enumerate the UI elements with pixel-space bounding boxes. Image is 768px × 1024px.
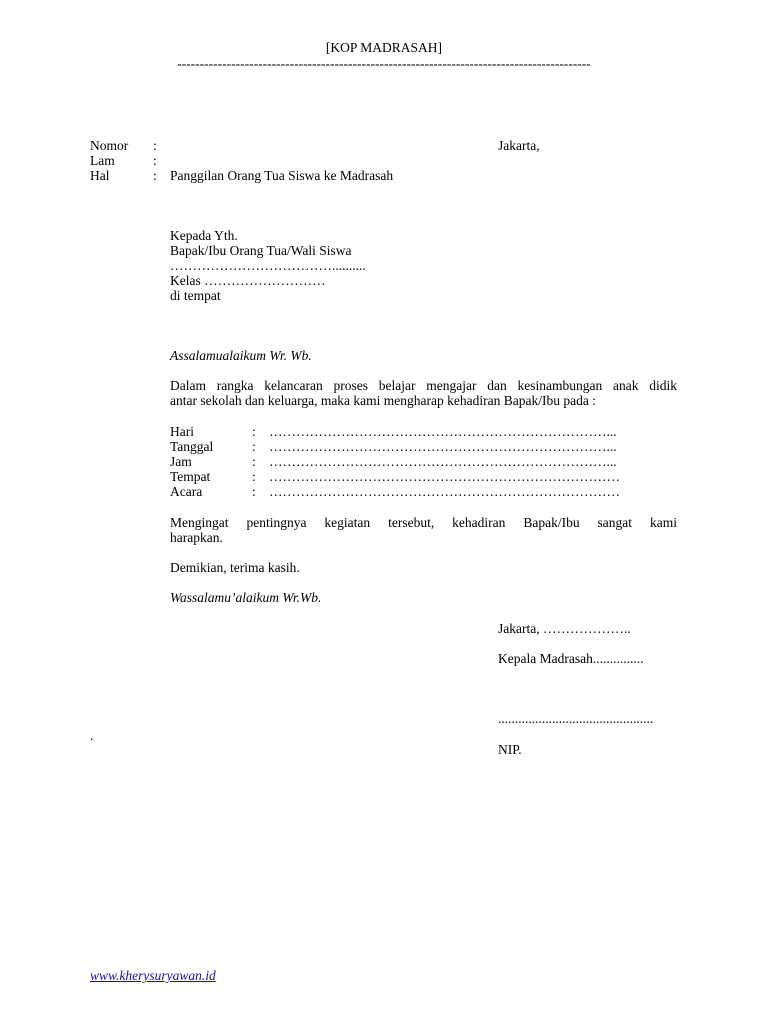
hal-label: Hal [90,168,110,183]
schedule-label: Jam [170,454,192,469]
lam-label: Lam [90,153,115,168]
recipient-line-2: Bapak/Ibu Orang Tua/Wali Siswa [170,243,352,258]
paragraph-2-line-1: Mengingat pentingnya kegiatan tersebut, kehadiran Bapak/Ibu sangat kami [170,515,677,530]
letter-place-date: Jakarta, [498,138,540,153]
schedule-colon: : [252,439,256,454]
schedule-colon: : [252,484,256,499]
letterhead-divider: -------------------------------------------------------------------------------------------- [177,56,591,71]
greeting: Assalamualaikum Wr. Wb. [170,348,312,363]
signature-nip: NIP. [498,742,522,757]
closing-text: Demikian, terima kasih. [170,560,300,575]
schedule-colon: : [252,454,256,469]
paragraph-1-line-2: antar sekolah dan keluarga, maka kami mengharap kehadiran Bapak/Ibu pada : [170,393,596,408]
farewell: Wassalamu’alaikum Wr.Wb. [170,590,322,605]
recipient-name-blank: ……………………………….......... [170,258,366,273]
schedule-colon: : [252,469,256,484]
stray-dot: . [90,728,94,743]
paragraph-1-line-1: Dalam rangka kelancaran proses belajar mengajar dan kesinambungan anak didik [170,378,677,393]
schedule-value: …………………………………………………………………... [269,454,617,469]
schedule-label: Acara [170,484,203,499]
hal-colon: : [153,168,157,183]
letterhead-title: [KOP MADRASAH] [325,40,443,55]
schedule-label: Tanggal [170,439,214,454]
signature-name-line: .............................................. [498,711,654,726]
recipient-location: di tempat [170,288,221,303]
schedule-value: …………………………………………………………………... [269,439,617,454]
lam-colon: : [153,153,157,168]
signature-place-date: Jakarta, ……………….. [498,621,631,636]
nomor-colon: : [153,138,157,153]
nomor-label: Nomor [90,138,129,153]
schedule-value: …………………………………………………………………… [269,484,620,499]
schedule-value: …………………………………………………………………... [269,424,617,439]
signature-position: Kepala Madrasah............... [498,651,644,666]
footer-website-link[interactable]: www.kherysuryawan.id [90,968,216,983]
recipient-line-1: Kepada Yth. [170,228,238,243]
schedule-value: …………………………………………………………………… [269,469,620,484]
paragraph-2-line-2: harapkan. [170,530,223,545]
hal-value: Panggilan Orang Tua Siswa ke Madrasah [170,168,394,183]
schedule-label: Hari [170,424,194,439]
schedule-label: Tempat [170,469,211,484]
schedule-colon: : [252,424,256,439]
recipient-class: Kelas ……………………… [170,273,326,288]
